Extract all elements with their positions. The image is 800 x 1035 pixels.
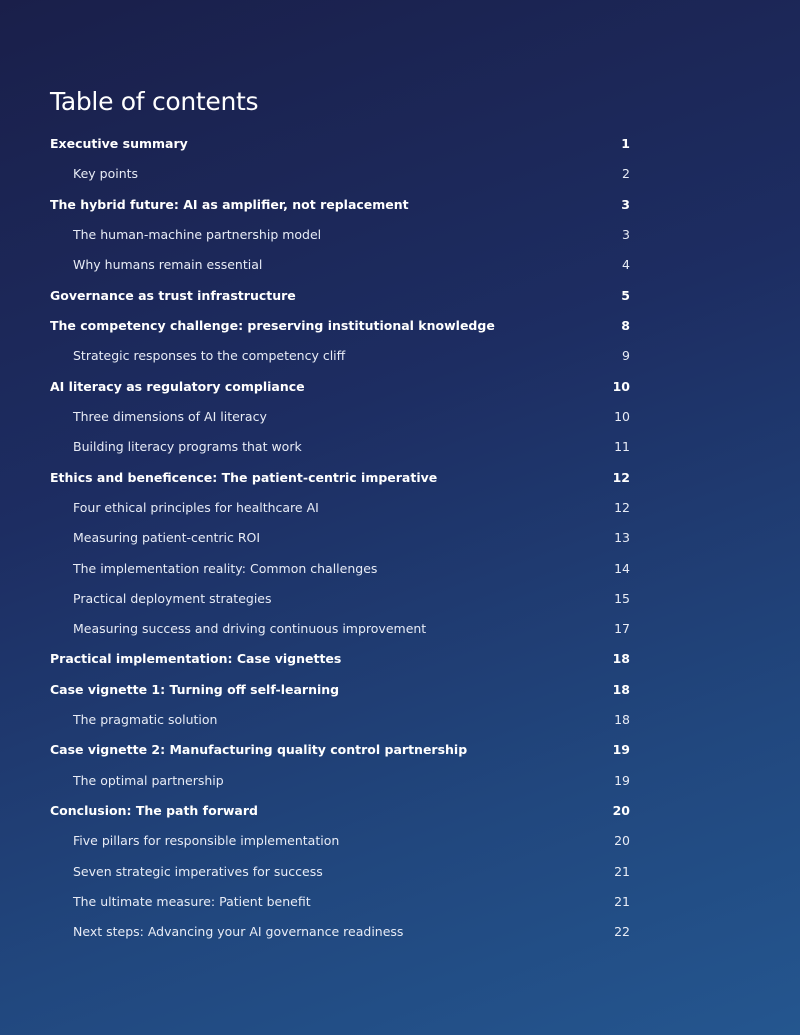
toc-entry-label: Practical implementation: Case vignettes xyxy=(50,651,342,667)
table-of-contents xyxy=(50,129,630,948)
toc-entry-label: Three dimensions of AI literacy xyxy=(73,408,267,424)
toc-entry-page-number: 18 xyxy=(612,681,630,697)
toc-entry-page-number: 8 xyxy=(621,317,630,333)
toc-entry-page-number: 18 xyxy=(614,712,630,728)
toc-entry-label: Five pillars for responsible implementation xyxy=(73,833,340,849)
toc-subsection-entry[interactable] xyxy=(50,614,630,644)
toc-subsection-entry[interactable] xyxy=(50,523,630,553)
toc-entry-label: Measuring success and driving continuous improvement xyxy=(73,621,427,637)
toc-entry-page-number: 15 xyxy=(614,590,630,606)
toc-subsection-entry[interactable] xyxy=(50,857,630,887)
toc-subsection-entry[interactable] xyxy=(50,250,630,280)
toc-subsection-entry[interactable] xyxy=(50,554,630,584)
toc-entry-label: Strategic responses to the competency cliff xyxy=(73,348,346,364)
toc-entry-label: Case vignette 2: Manufacturing quality control partnership xyxy=(50,742,468,758)
toc-entry-label: The optimal partnership xyxy=(73,772,224,788)
toc-entry-label: Governance as trust infrastructure xyxy=(50,287,296,303)
toc-section-entry[interactable] xyxy=(50,675,630,705)
toc-entry-page-number: 11 xyxy=(614,439,630,455)
toc-section-entry[interactable] xyxy=(50,281,630,311)
page-title: Table of contents xyxy=(50,86,259,116)
toc-subsection-entry[interactable] xyxy=(50,705,630,735)
toc-entry-label: Building literacy programs that work xyxy=(73,439,302,455)
toc-entry-label: Four ethical principles for healthcare AI xyxy=(73,499,319,515)
toc-entry-page-number: 9 xyxy=(622,348,630,364)
toc-entry-label: Executive summary xyxy=(50,135,188,151)
toc-entry-label: The hybrid future: AI as amplifier, not replacement xyxy=(50,196,409,212)
toc-entry-label: Case vignette 1: Turning off self-learning xyxy=(50,681,340,697)
toc-entry-page-number: 22 xyxy=(614,924,630,940)
toc-entry-page-number: 17 xyxy=(614,621,630,637)
toc-entry-page-number: 12 xyxy=(612,469,630,485)
toc-entry-page-number: 10 xyxy=(614,408,630,424)
toc-subsection-entry[interactable] xyxy=(50,918,630,948)
toc-section-entry[interactable] xyxy=(50,796,630,826)
toc-entry-label: Next steps: Advancing your AI governance readiness xyxy=(73,924,404,940)
toc-entry-label: Practical deployment strategies xyxy=(73,590,272,606)
toc-section-entry[interactable] xyxy=(50,190,630,220)
toc-section-entry[interactable] xyxy=(50,372,630,402)
toc-entry-label: The pragmatic solution xyxy=(73,712,218,728)
toc-entry-page-number: 20 xyxy=(612,803,630,819)
toc-subsection-entry[interactable] xyxy=(50,766,630,796)
toc-entry-page-number: 13 xyxy=(614,530,630,546)
toc-entry-page-number: 19 xyxy=(614,772,630,788)
toc-entry-page-number: 3 xyxy=(622,226,630,242)
toc-entry-page-number: 21 xyxy=(614,863,630,879)
toc-entry-page-number: 21 xyxy=(614,894,630,910)
toc-entry-page-number: 5 xyxy=(621,287,630,303)
toc-entry-page-number: 19 xyxy=(612,742,630,758)
toc-entry-page-number: 3 xyxy=(621,196,630,212)
toc-entry-page-number: 18 xyxy=(612,651,630,667)
toc-section-entry[interactable] xyxy=(50,311,630,341)
toc-entry-page-number: 2 xyxy=(622,166,630,182)
toc-subsection-entry[interactable] xyxy=(50,432,630,462)
toc-subsection-entry[interactable] xyxy=(50,159,630,189)
toc-entry-label: Seven strategic imperatives for success xyxy=(73,863,323,879)
toc-section-entry[interactable] xyxy=(50,645,630,675)
toc-subsection-entry[interactable] xyxy=(50,402,630,432)
toc-subsection-entry[interactable] xyxy=(50,493,630,523)
toc-entry-page-number: 12 xyxy=(614,499,630,515)
toc-entry-label: Why humans remain essential xyxy=(73,257,263,273)
toc-entry-page-number: 20 xyxy=(614,833,630,849)
toc-section-entry[interactable] xyxy=(50,736,630,766)
toc-entry-label: The implementation reality: Common challenges xyxy=(73,560,378,576)
toc-entry-page-number: 10 xyxy=(612,378,630,394)
toc-section-entry[interactable] xyxy=(50,129,630,159)
toc-section-entry[interactable] xyxy=(50,463,630,493)
toc-subsection-entry[interactable] xyxy=(50,887,630,917)
toc-entry-label: The ultimate measure: Patient benefit xyxy=(73,894,311,910)
toc-entry-label: AI literacy as regulatory compliance xyxy=(50,378,305,394)
toc-entry-label: The competency challenge: preserving institutional knowledge xyxy=(50,317,495,333)
toc-entry-page-number: 1 xyxy=(621,135,630,151)
toc-entry-label: Conclusion: The path forward xyxy=(50,803,258,819)
toc-subsection-entry[interactable] xyxy=(50,584,630,614)
toc-subsection-entry[interactable] xyxy=(50,827,630,857)
toc-subsection-entry[interactable] xyxy=(50,341,630,371)
toc-entry-label: Key points xyxy=(73,166,139,182)
toc-entry-page-number: 14 xyxy=(614,560,630,576)
toc-entry-label: Ethics and beneficence: The patient-centric imperative xyxy=(50,469,438,485)
toc-entry-label: The human-machine partnership model xyxy=(73,226,322,242)
toc-subsection-entry[interactable] xyxy=(50,220,630,250)
toc-entry-page-number: 4 xyxy=(622,257,630,273)
toc-entry-label: Measuring patient-centric ROI xyxy=(73,530,261,546)
